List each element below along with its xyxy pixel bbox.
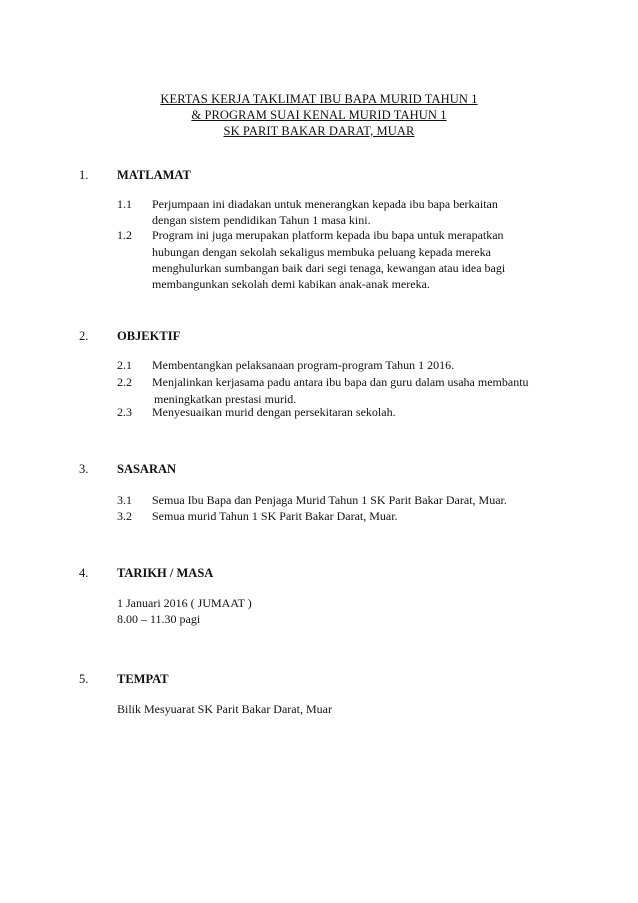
item-1-1-number: 1.1 — [117, 197, 132, 211]
document-title-line-3: SK PARIT BAKAR DARAT, MUAR — [223, 124, 415, 138]
item-3-1-number: 3.1 — [117, 493, 132, 507]
item-3-2-line-1: Semua murid Tahun 1 SK Parit Bakar Darat, Muar. — [152, 509, 398, 523]
section-4-heading: TARIKH / MASA — [117, 566, 214, 580]
item-2-3-line-1: Menyesuaikan murid dengan persekitaran sekolah. — [152, 405, 396, 419]
item-1-2-number: 1.2 — [117, 228, 132, 242]
section-4-number: 4. — [79, 566, 89, 580]
item-2-1-number: 2.1 — [117, 358, 132, 372]
item-1-2-line-2: hubungan dengan sekolah sekaligus membuka peluang kepada mereka — [152, 245, 491, 259]
section-3-heading: SASARAN — [117, 462, 177, 476]
item-2-2-number: 2.2 — [117, 375, 132, 389]
date-line: 1 Januari 2016 ( JUMAAT ) — [117, 596, 252, 610]
time-line: 8.00 – 11.30 pagi — [117, 612, 201, 626]
item-2-1-line-1: Membentangkan pelaksanaan program-program Tahun 1 2016. — [152, 358, 455, 372]
section-2-number: 2. — [79, 329, 89, 343]
section-1-heading: MATLAMAT — [117, 168, 191, 182]
item-1-2-line-3: menghulurkan sumbangan baik dari segi tenaga, kewangan atau idea bagi — [152, 261, 506, 275]
item-2-2-line-1: Menjalinkan kerjasama padu antara ibu bapa dan guru dalam usaha membantu — [152, 375, 529, 389]
item-1-2-line-1: Program ini juga merupakan platform kepada ibu bapa untuk merapatkan — [152, 228, 504, 242]
item-3-2-number: 3.2 — [117, 509, 132, 523]
item-1-2-line-4: membangunkan sekolah demi kabikan anak-anak mereka. — [152, 277, 430, 291]
item-3-1-line-1: Semua Ibu Bapa dan Penjaga Murid Tahun 1 SK Parit Bakar Darat, Muar. — [152, 493, 507, 507]
section-5-heading: TEMPAT — [117, 672, 169, 686]
item-2-3-number: 2.3 — [117, 405, 132, 419]
venue-line: Bilik Mesyuarat SK Parit Bakar Darat, Muar — [117, 702, 332, 716]
item-1-1-line-1: Perjumpaan ini diadakan untuk menerangkan kepada ibu bapa berkaitan — [152, 197, 498, 211]
section-5-number: 5. — [79, 672, 89, 686]
document-title-line-2: & PROGRAM SUAI KENAL MURID TAHUN 1 — [191, 108, 447, 122]
section-2-heading: OBJEKTIF — [117, 329, 181, 343]
section-3-number: 3. — [79, 462, 89, 476]
document-title-line-1: KERTAS KERJA TAKLIMAT IBU BAPA MURID TAHUN 1 — [160, 92, 478, 106]
section-1-number: 1. — [79, 168, 89, 182]
item-1-1-line-2: dengan sistem pendidikan Tahun 1 masa kini. — [152, 213, 371, 227]
item-2-2-line-2: meningkatkan prestasi murid. — [154, 392, 297, 406]
